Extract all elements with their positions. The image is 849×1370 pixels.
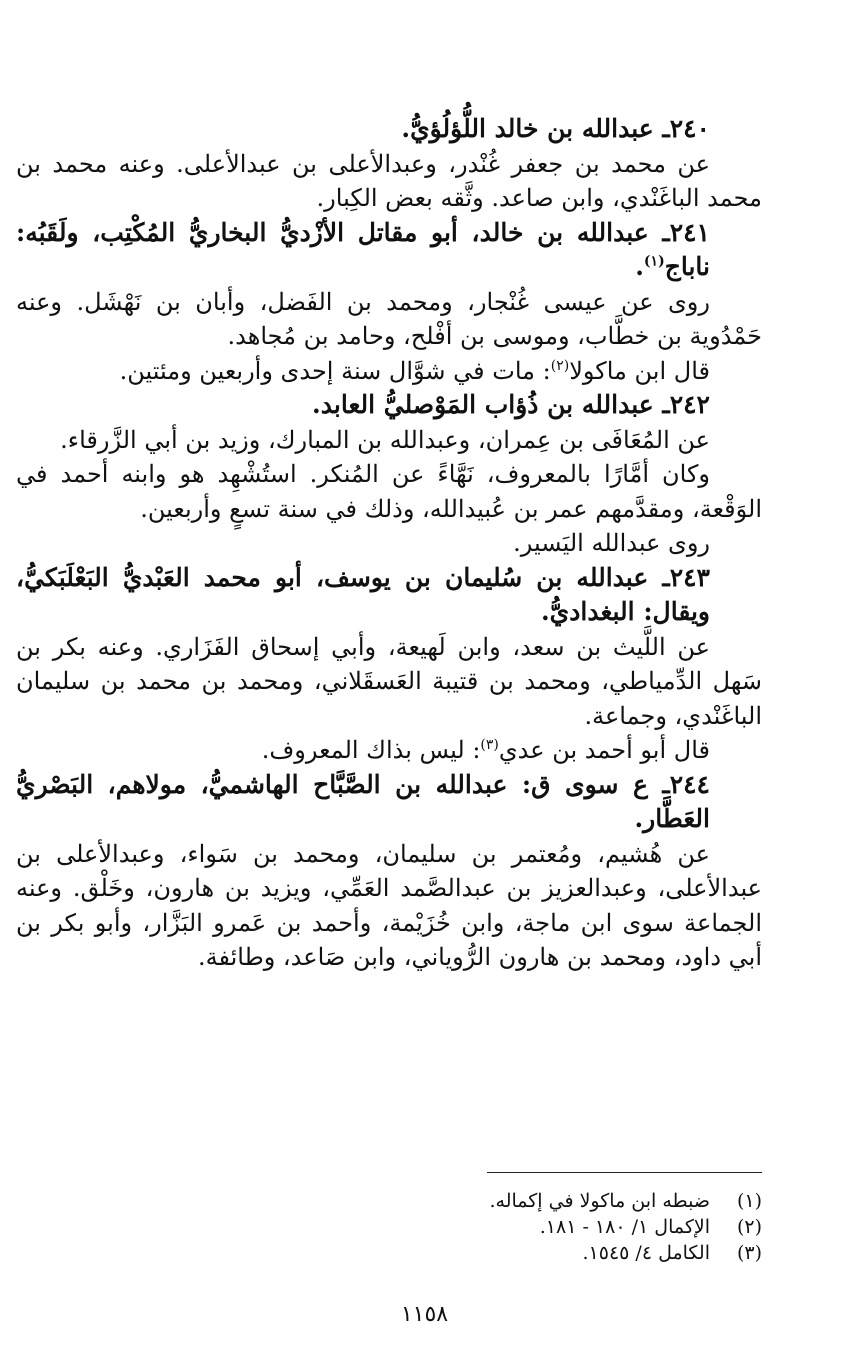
page-number: ١١٥٨ (400, 1302, 449, 1327)
quote-text: : مات في شوَّال سنة إحدى وأربعين ومئتين. (119, 356, 551, 385)
footnote-number: (٢) (736, 1216, 762, 1238)
footnote (100, 1240, 762, 1266)
entry-paragraph: روى عبدالله اليَسير. (513, 529, 710, 557)
entry-paragraph: عن محمد بن جعفر غُنْدر، وعبدالأعلى بن عبدالأعلى. وعنه محمد بن محمد الباغَنْدي، وابن صاعد. وثَّقه بعض الكِبار. (16, 149, 762, 212)
footnote (100, 1188, 762, 1214)
entry-paragraph: روى عن عيسى غُنْجار، ومحمد بن الفَضل، وأبان بن نَهْشَل. وعنه حَمْدُوية بن خطَّاب، وموسى بن أفْلح، وحامد بن مُجاهد. (16, 287, 762, 350)
footnote-text: ضبطه ابن ماكولا في إكماله. (489, 1190, 710, 1212)
footnote-marker: (٢) (550, 357, 570, 374)
footnote-text: الإكمال ١/ ١٨٠ - ١٨١. (539, 1216, 710, 1238)
footnote-marker: (٣) (480, 737, 499, 753)
entry-quote (16, 354, 762, 389)
entry-heading: ٢٤٣ـ عبدالله بن سُليمان بن يوسف، أبو محمد العَبْديُّ البَعْلَبَكيُّ، ويقال: البغداديُّ. (16, 562, 710, 626)
quote-text: : ليس بذاك المعروف. (261, 736, 481, 764)
page-body (16, 112, 762, 975)
entry-heading: ٢٤٠ـ عبدالله بن خالد اللُّؤلُؤيُّ. (401, 114, 710, 143)
entry-paragraph: عن هُشيم، ومُعتمر بن سليمان، ومحمد بن سَواء، وعبدالأعلى بن عبدالأعلى، وعبدالعزيز بن عبدالصَّمد العَمِّي، ويزيد بن هارون، وخَلْق. وعنه الجماعة سوى ابن ماجة، وابن خُزَيْمة، وأحمد بن عَمرو البَزَّار، وأبو بكر بن أبي داود، ومحمد بن هارون الرُّوياني، وابن صَاعد، وطائفة. (16, 839, 762, 971)
footnote (100, 1214, 762, 1240)
footnote-number: (٣) (736, 1242, 762, 1264)
entry-heading-text: ٢٤١ـ عبدالله بن خالد، أبو مقاتل الأزْديُّ البخاريُّ المُكْتِب، ولَقَبُه: ناباج (16, 217, 710, 281)
entry-quote (16, 733, 762, 768)
entry-paragraph: عن المُعَافَى بن عِمران، وعبدالله بن المبارك، وزيد بن أبي الزَّرقاء. (60, 425, 710, 454)
entry-heading: ٢٤٤ـ ع سوى ق: عبدالله بن الصَّبَّاح الهاشميُّ، مولاهم، البَصْريُّ العَطَّار. (16, 769, 710, 833)
quote-source: قال أبو أحمد بن عدي (498, 736, 710, 764)
footnote-text: الكامل ٤/ ١٥٤٥. (582, 1242, 710, 1264)
entry-heading-end: . (635, 252, 644, 281)
entry-heading (16, 216, 762, 285)
footnote-divider (487, 1172, 762, 1173)
quote-source: قال ابن ماكولا (569, 356, 710, 385)
footnotes (100, 1188, 762, 1266)
footnote-number: (١) (736, 1190, 762, 1212)
entry-paragraph: وكان أمَّارًا بالمعروف، نَهَّاءً عن المُنكر. استُشْهِد هو وابنه أحمد في الوَقْعة، ومقدَّمهم عمر بن عُبيدالله، وذلك في سنة تسعٍ وأربعين. (16, 460, 762, 523)
entry-heading: ٢٤٢ـ عبدالله بن ذُؤاب المَوْصليُّ العابد. (312, 390, 710, 419)
entry-paragraph: عن اللَّيث بن سعد، وابن لَهيعة، وأبي إسحاق الفَزَاري. وعنه بكر بن سَهل الدِّمياطي، ومحمد بن قتيبة العَسقَلاني، ومحمد بن محمد بن سليمان الباغَنْدي، وجماعة. (16, 632, 762, 730)
footnote-marker: (١) (643, 253, 665, 270)
